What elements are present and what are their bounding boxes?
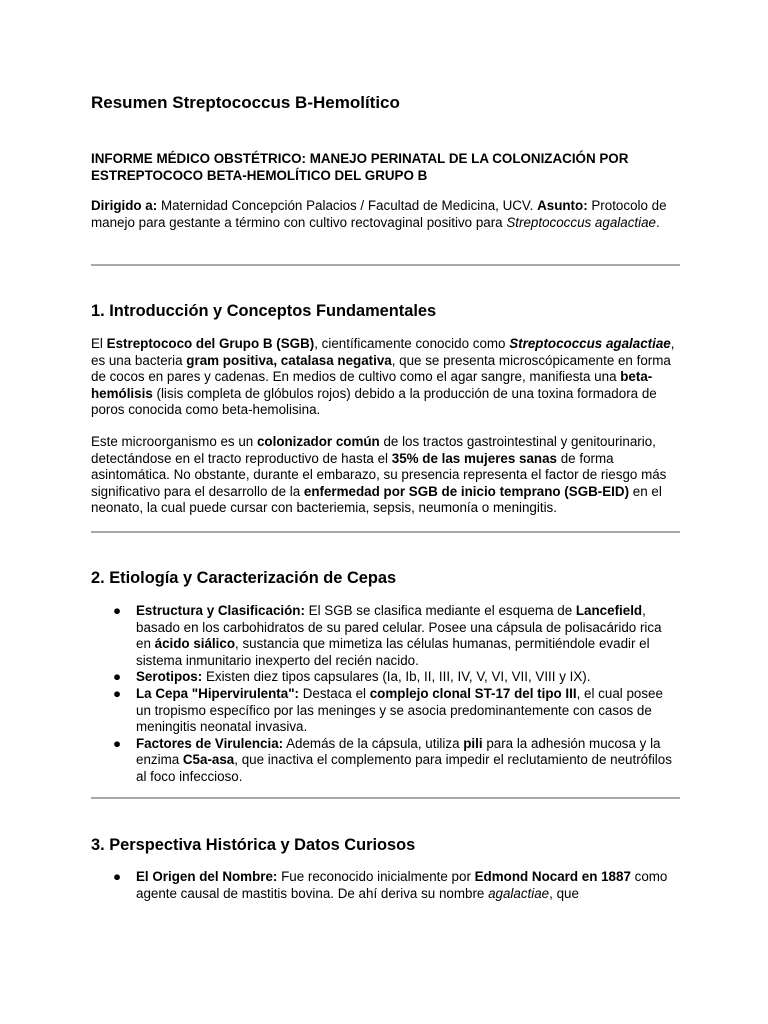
text-run: de los tractos gastrointestinal y genitourinario, detectándose en el tracto reproductivo de hasta el [91,434,656,466]
list-item [91,603,680,669]
item-label: Estructura y Clasificación: [136,603,305,618]
text-run: El [91,336,107,351]
text-run: , que [549,885,579,901]
text-run: (lisis completa de glóbulos rojos) debido a la producción de una toxina formadora de poros conocida como beta-hemolisina. [91,385,657,418]
section-3-heading: 3. Perspectiva Histórica y Datos Curiosos [91,836,416,854]
bullet-icon: ● [113,869,122,884]
section-3-list [91,869,680,902]
bold-run: gram positiva, catalasa negativa [186,352,392,368]
bold-run: 35% de las mujeres sanas [391,450,558,466]
text-run: en el neonato, la cual puede cursar con bacteriemia, sepsis, neumonía o meningitis. [91,483,662,516]
bold-run: beta-hemólisis [91,369,653,401]
bold-run: Estreptococo del Grupo B (SGB) [106,336,315,351]
section-divider [91,264,680,266]
bullet-icon: ● [113,685,122,701]
text-run: Destaca el [299,685,370,701]
to-value: Maternidad Concepción Palacios / Facultad de Medicina, UCV. [157,198,538,213]
text-run: Fue reconocido inicialmente por [277,869,475,884]
list-item [91,736,680,786]
list-item [91,669,680,686]
item-label: El Origen del Nombre: [136,869,278,884]
text-run: , que inactiva el complemento para impedir el reclutamiento de neutrófilos al foco infeccioso. [136,752,672,784]
document-title: Resumen Streptococcus B-Hemolítico [91,93,400,112]
item-label: La Cepa "Hipervirulenta": [136,685,300,701]
text-run: El SGB se clasifica mediante el esquema de [304,603,576,618]
bold-run: ácido siálico [154,636,236,652]
item-label: Factores de Virulencia: [136,735,284,751]
section-1-heading: 1. Introducción y Conceptos Fundamentales [91,302,437,320]
subject-end: . [655,214,660,230]
bold-run: pili [463,735,483,751]
text-run: , científicamente conocido como [314,336,510,351]
italic-run: agalactiae [488,885,550,901]
addressee-paragraph [91,198,680,231]
list-item [91,686,680,736]
text-run: , basado en los carbohidratos de su pared celular. Posee una cápsula de polisacárido rica en [136,603,662,652]
section-1-paragraph-1 [91,336,680,419]
section-2-heading: 2. Etiología y Caracterización de Cepas [91,569,397,587]
subject-value: Protocolo de manejo para gestante a término con cultivo rectovaginal positivo para [91,198,667,230]
text-run: Existen diez tipos capsulares (Ia, Ib, II, III, IV, V, VI, VII, VIII y IX). [202,669,591,685]
text-run: Además de la cápsula, utiliza [283,735,464,751]
list-item [91,869,680,902]
text-run: , que se presenta microscópicamente en forma de cocos en pares y cadenas. En medios de cultivo como el agar sangre, manifiesta una [91,352,671,385]
section-2-list [91,603,680,786]
text-run: Este microorganismo es un [91,434,257,449]
text-run: , sustancia que mimetiza las células humanas, permitiéndole evadir el sistema inmunitario inexperto del recién nacido. [136,636,650,668]
section-divider [91,531,680,533]
bullet-icon: ● [113,603,122,618]
bold-run: colonizador común [256,434,380,449]
bold-run: C5a-asa [182,752,235,768]
bold-run: complejo clonal ST-17 del tipo III [369,685,577,701]
text-run: , es una bacteria [91,336,675,368]
report-heading: INFORME MÉDICO OBSTÉTRICO: MANEJO PERINATAL DE LA COLONIZACIÓN POR ESTREPTOCOCO BETA-HEMOLÍTICO DEL GRUPO B [91,151,629,183]
section-divider [91,797,680,799]
section-1-paragraph-2 [91,434,680,517]
item-label: Serotipos: [136,669,203,685]
to-label: Dirigido a: [91,198,158,213]
text-run: para la adhesión mucosa y la enzima [136,735,661,768]
bold-run: Edmond Nocard en 1887 [474,869,631,884]
subject-species: Streptococcus agalactiae [506,214,656,230]
bold-run: Lancefield [575,603,643,618]
bullet-icon: ● [113,735,122,751]
text-run: como agente causal de mastitis bovina. De ahí deriva su nombre [136,869,668,901]
subject-label: Asunto: [537,198,588,213]
text-run: de forma asintomática. No obstante, durante el embarazo, su presencia representa el factor de riesgo más significativo para el desarrollo de la [91,450,667,499]
bold-run: enfermedad por SGB de inicio temprano (SGB-EID) [303,483,630,499]
text-run: , el cual posee un tropismo específico por las meninges y se asocia predominantemente con casos de meningitis neonatal invasiva. [136,685,663,735]
species-name: Streptococcus agalactiae [509,336,671,351]
bullet-icon: ● [113,669,122,685]
